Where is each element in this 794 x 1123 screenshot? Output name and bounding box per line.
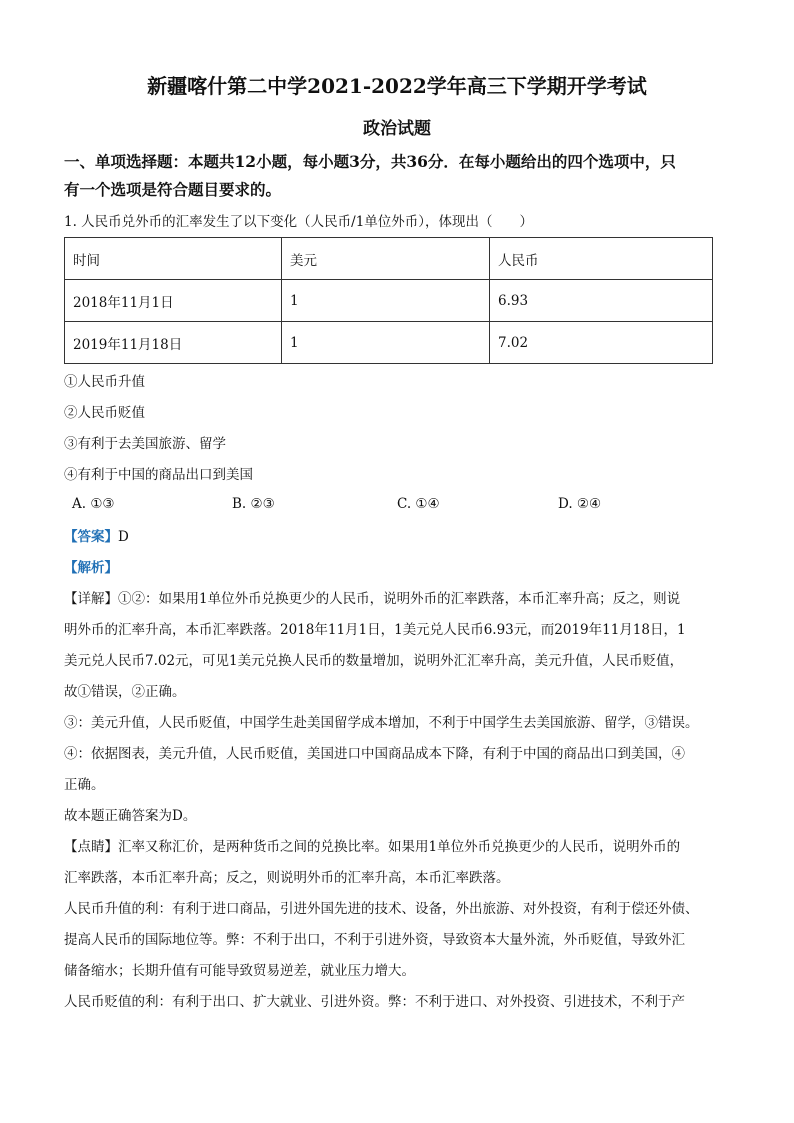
table-cell: 1 [282, 280, 490, 322]
table-row [65, 280, 713, 322]
choice-a: A. ①③ [72, 496, 115, 512]
statement-option: ②人民币贬值 [64, 405, 145, 421]
detail-line: 明外币的汇率升高，本币汇率跌落。2018年11月1日，1美元兑人民币6.93元，而2019年11月18日，1 [64, 622, 686, 638]
statement-option: ①人民币升值 [64, 374, 145, 390]
table-cell: 2019年11月18日 [65, 322, 282, 364]
detail-line: ③：美元升值，人民币贬值，中国学生赴美国留学成本增加，不利于中国学生去美国旅游、留学，③错误。 [64, 715, 699, 731]
section-heading [64, 148, 734, 204]
choice-d: D. ②④ [558, 496, 602, 512]
detail-line: ④：依据图表，美元升值，人民币贬值，美国进口中国商品成本下降，有利于中国的商品出口到美国，④ [64, 746, 685, 762]
section-heading-line: 有一个选项是符合题目要求的。 [64, 180, 282, 199]
table-row [65, 322, 713, 364]
answer-value: D [118, 529, 129, 545]
analysis-tag: 【解析】 [64, 560, 118, 576]
tip-line: 汇率跌落，本币汇率升高；反之，则说明外币的汇率升高，本币汇率跌落。 [64, 870, 510, 886]
tip-line: 人民币升值的利：有利于进口商品，引进外国先进的技术、设备，外出旅游、对外投资，有利于偿还外债、 [64, 901, 699, 917]
choice-b: B. ②③ [232, 496, 275, 512]
choice-c: C. ①④ [397, 496, 440, 512]
section-heading-line: 一、单项选择题：本题共12小题，每小题3分，共36分．在每小题给出的四个选项中，只 [64, 152, 676, 171]
table-header-cell: 美元 [282, 238, 490, 280]
answer-choices [72, 496, 712, 516]
tip-line [64, 832, 736, 863]
table-cell: 2018年11月1日 [65, 280, 282, 322]
answer-tag: 【答案】 [64, 529, 118, 545]
detail-explanation [64, 584, 736, 832]
table-header-cell: 人民币 [490, 238, 713, 280]
detail-text: ①②：如果用1单位外币兑换更少的人民币，说明外币的汇率跌落，本币汇率升高；反之，则说 [118, 591, 681, 607]
page-title: 新疆喀什第二中学2021-2022学年高三下学期开学考试 [147, 74, 647, 98]
tip-explanation [64, 832, 736, 1018]
tip-line: 人民币贬值的利：有利于出口、扩大就业、引进外资。弊：不利于进口、对外投资、引进技术，不利于产 [64, 994, 685, 1010]
exchange-rate-table [64, 237, 713, 364]
tip-line: 提高人民币的国际地位等。弊：不利于出口，不利于引进外资，导致资本大量外流，外币贬值，导致外汇 [64, 932, 685, 948]
detail-line: 故①错误，②正确。 [64, 684, 186, 700]
table-header-row [65, 238, 713, 280]
tip-tag: 【点睛】 [64, 839, 118, 855]
detail-line: 正确。 [64, 777, 105, 793]
question-stem: 1. 人民币兑外币的汇率发生了以下变化（人民币/1单位外币），体现出（ ） [64, 214, 534, 230]
page-subtitle: 政治试题 [363, 119, 431, 139]
detail-tag: 【详解】 [64, 591, 118, 607]
table-header-cell: 时间 [65, 238, 282, 280]
detail-line: 美元兑人民币7.02元，可见1美元兑换人民币的数量增加，说明外汇汇率升高，美元升值，人民币贬值， [64, 653, 684, 669]
statement-option: ④有利于中国的商品出口到美国 [64, 467, 253, 483]
tip-line: 储备缩水；长期升值有可能导致贸易逆差，就业压力增大。 [64, 963, 415, 979]
table-cell: 1 [282, 322, 490, 364]
answer-line [64, 527, 734, 547]
analysis-line [64, 558, 734, 578]
detail-line: 故本题正确答案为D。 [64, 808, 197, 824]
tip-text: 汇率又称汇价，是两种货币之间的兑换比率。如果用1单位外币兑换更少的人民币，说明外币的 [118, 839, 681, 855]
table-cell: 6.93 [490, 280, 713, 322]
table-cell: 7.02 [490, 322, 713, 364]
detail-line [64, 584, 736, 615]
statement-option: ③有利于去美国旅游、留学 [64, 436, 226, 452]
